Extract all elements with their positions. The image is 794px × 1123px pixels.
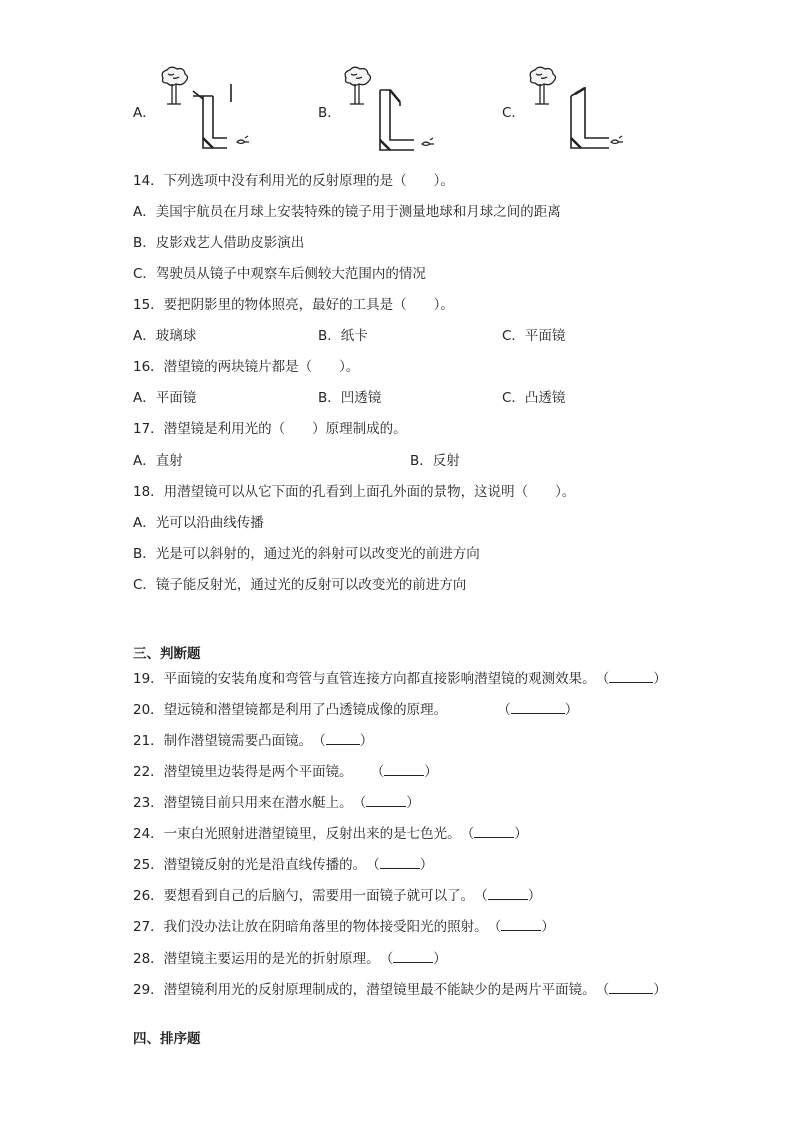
- q14-option-c: C．驾驶员从镜子中观察车后侧较大范围内的情况: [133, 266, 426, 282]
- answer-blank-20[interactable]: （ ）: [497, 702, 579, 718]
- answer-blank-21[interactable]: （ ）: [312, 733, 374, 749]
- q16-option-b: B．凹透镜: [318, 390, 382, 406]
- question-16: 16．潜望镜的两块镜片都是（ ）。: [133, 359, 360, 375]
- judgement-28: [133, 950, 447, 968]
- judgement-22-text: 22．潜望镜里边装得是两个平面镜。: [133, 764, 353, 780]
- judgement-27-text: 27．我们没办法让放在阴暗角落里的物体接受阳光的照射。: [133, 919, 488, 935]
- question-18: 18．用潜望镜可以从它下面的孔看到上面孔外面的景物，这说明（ ）。: [133, 484, 576, 500]
- q18-option-a: A．光可以沿曲线传播: [133, 515, 264, 531]
- answer-blank-19[interactable]: （ ）: [595, 671, 667, 687]
- judgement-25: [133, 856, 433, 874]
- judgement-29-text: 29．潜望镜利用光的反射原理制成的，潜望镜里最不能缺少的是两片平面镜。: [133, 982, 596, 998]
- q17-option-a: A．直射: [133, 453, 183, 469]
- periscope-figure-a: [155, 66, 265, 154]
- judgement-26-text: 26．要想看到自己的后脑勺，需要用一面镜子就可以了。: [133, 888, 475, 904]
- answer-blank-24[interactable]: （ ）: [460, 826, 528, 842]
- tree-icon: [345, 67, 370, 104]
- answer-blank-26[interactable]: （ ）: [474, 888, 542, 904]
- periscope-figure-b: [338, 66, 448, 154]
- q16-option-a: A．平面镜: [133, 390, 197, 406]
- answer-blank-23[interactable]: （ ）: [352, 795, 420, 811]
- judgement-27: [133, 918, 555, 936]
- section-4-title: 四、排序题: [133, 1031, 201, 1047]
- judgement-23: [133, 794, 420, 812]
- figure-option-b-label: B．: [318, 105, 341, 121]
- q14-option-b: B．皮影戏艺人借助皮影演出: [133, 235, 305, 251]
- tree-icon: [162, 67, 187, 104]
- answer-blank-27[interactable]: （ ）: [487, 919, 555, 935]
- answer-blank-22[interactable]: （ ）: [370, 764, 438, 780]
- judgement-28-text: 28．潜望镜主要运用的是光的折射原理。: [133, 951, 380, 967]
- question-15: 15．要把阴影里的物体照亮，最好的工具是（ ）。: [133, 297, 454, 313]
- tree-icon: [530, 67, 555, 104]
- judgement-20: [133, 701, 578, 719]
- figure-option-c-label: C．: [502, 105, 525, 121]
- q18-option-b: B．光是可以斜射的，通过光的斜射可以改变光的前进方向: [133, 546, 480, 562]
- q15-option-c: C．平面镜: [502, 328, 566, 344]
- judgement-21-text: 21．制作潜望镜需要凸面镜。: [133, 733, 313, 749]
- judgement-24-text: 24．一束白光照射进潜望镜里，反射出来的是七色光。: [133, 826, 461, 842]
- eye-icon: [422, 138, 434, 146]
- question-17: 17．潜望镜是利用光的（ ）原理制成的。: [133, 421, 407, 437]
- judgement-20-text: 20．望远镜和潜望镜都是利用了凸透镜成像的原理。: [133, 702, 448, 718]
- q16-option-c: C．凸透镜: [502, 390, 566, 406]
- judgement-19: [133, 670, 667, 688]
- eye-icon: [237, 136, 249, 144]
- question-14: 14．下列选项中没有利用光的反射原理的是（ ）。: [133, 173, 454, 189]
- eye-icon: [611, 136, 623, 144]
- judgement-29: [133, 981, 667, 999]
- judgement-24: [133, 825, 528, 843]
- q15-option-b: B．纸卡: [318, 328, 368, 344]
- periscope-figure-c: [523, 66, 633, 154]
- q18-option-c: C．镜子能反射光，通过光的反射可以改变光的前进方向: [133, 577, 467, 593]
- section-3-title: 三、判断题: [133, 646, 201, 662]
- figure-option-a-label: A．: [133, 105, 156, 121]
- judgement-19-text: 19．平面镜的安装角度和弯管与直管连接方向都直接影响潜望镜的观测效果。: [133, 671, 596, 687]
- answer-blank-29[interactable]: （ ）: [595, 982, 667, 998]
- q15-option-a: A．玻璃球: [133, 328, 197, 344]
- judgement-21: [133, 732, 373, 750]
- q14-option-a: A．美国宇航员在月球上安装特殊的镜子用于测量地球和月球之间的距离: [133, 204, 561, 220]
- judgement-26: [133, 887, 541, 905]
- q17-option-b: B．反射: [410, 453, 460, 469]
- answer-blank-28[interactable]: （ ）: [379, 951, 447, 967]
- judgement-23-text: 23．潜望镜目前只用来在潜水艇上。: [133, 795, 353, 811]
- answer-blank-25[interactable]: （ ）: [366, 857, 434, 873]
- judgement-25-text: 25．潜望镜反射的光是沿直线传播的。: [133, 857, 367, 873]
- judgement-22: [133, 763, 438, 781]
